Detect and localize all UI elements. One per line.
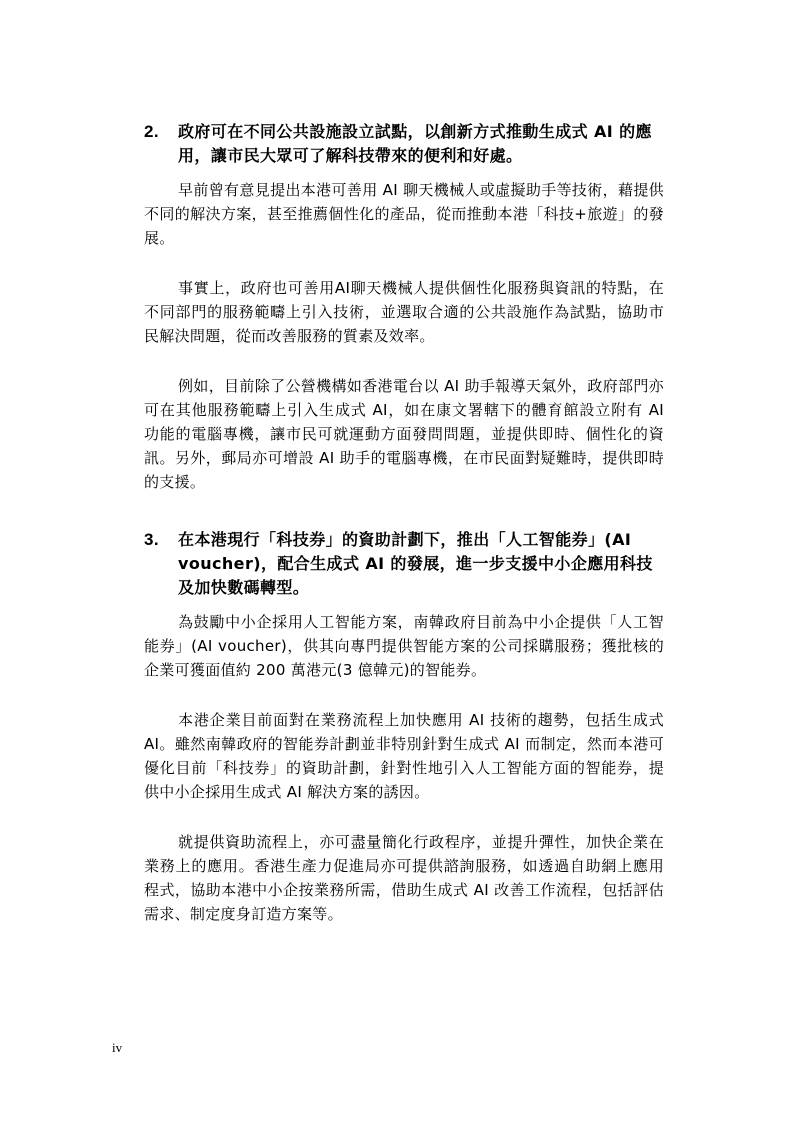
section-heading-text: 在本港現行「科技券」的資助計劃下，推出「人工智能券」(AI voucher)，配合生成式 AI 的發展，進一步支援中小企應用科技及加快數碼轉型。 bbox=[178, 530, 653, 597]
paragraph: 事實上，政府也可善用AI聊天機械人提供個性化服務與資訊的特點，在不同部門的服務範疇上引入技術，並選取合適的公共設施作為試點，協助市民解決問題，從而改善服務的質素及效率。 bbox=[144, 279, 664, 345]
paragraph: 早前曾有意見提出本港可善用 AI 聊天機械人或虛擬助手等技術，藉提供不同的解決方案，甚至推薦個性化的產品，從而推動本港「科技+旅遊」的發展。 bbox=[144, 181, 664, 247]
page-number: iv bbox=[112, 1040, 123, 1055]
section-2-heading bbox=[144, 120, 664, 168]
paragraph: 例如，目前除了公營機構如香港電台以 AI 助手報導天氣外，政府部門亦可在其他服務範疇上引入生成式 AI，如在康文署轄下的體育館設立附有 AI 功能的電腦專機，讓市民可就運動方面發問問題，並提供即時、個性化的資訊。另外，郵局亦可增設 AI 助手的電腦專機，在市民面對疑難時，提供即時的支援。 bbox=[144, 377, 664, 491]
section-3-heading bbox=[144, 528, 664, 600]
section-number: 3. bbox=[144, 530, 159, 549]
paragraph: 就提供資助流程上，亦可盡量簡化行政程序，並提升彈性，加快企業在業務上的應用。香港生產力促進局亦可提供諮詢服務，如透過自助網上應用程式，協助本港中小企按業務所需，借助生成式 AI 改善工作流程，包括評估需求、制定度身訂造方案等。 bbox=[144, 833, 664, 923]
paragraph: 本港企業目前面對在業務流程上加快應用 AI 技術的趨勢，包括生成式 AI。雖然南韓政府的智能券計劃並非特別針對生成式 AI 而制定，然而本港可優化目前「科技券」的資助計劃，針對性地引入人工智能方面的智能券，提供中小企採用生成式 AI 解決方案的誘因。 bbox=[144, 711, 664, 801]
section-number: 2. bbox=[144, 122, 159, 141]
paragraph: 為鼓勵中小企採用人工智能方案，南韓政府目前為中小企提供「人工智能券」(AI voucher)，供其向專門提供智能方案的公司採購服務；獲批核的企業可獲面值約 200 萬港元(3 億韓元)的智能券。 bbox=[144, 613, 664, 679]
section-heading-text: 政府可在不同公共設施設立試點，以創新方式推動生成式 AI 的應用，讓市民大眾可了解科技帶來的便利和好處。 bbox=[178, 122, 652, 165]
